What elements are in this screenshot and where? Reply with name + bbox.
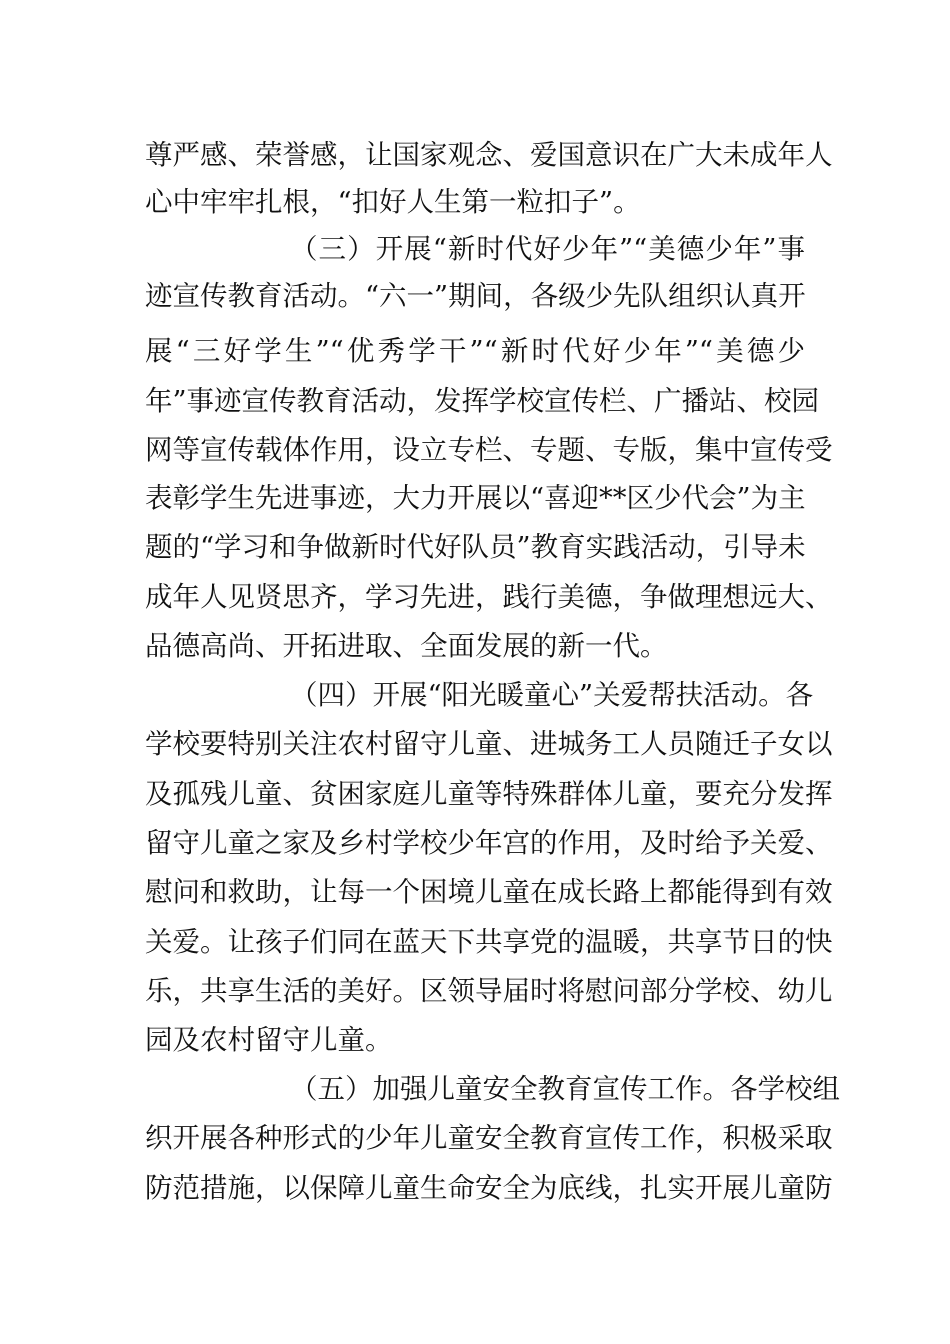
text-line: 乐，共享生活的美好。区领导届时将慰问部分学校、幼儿 [145, 975, 833, 1007]
text-line: 防范措施，以保障儿童生命安全为底线，扎实开展儿童防 [145, 1172, 833, 1204]
text-line: 学校要特别关注农村留守儿童、进城务工人员随迁子女以 [145, 728, 833, 760]
text-line: 留守儿童之家及乡村学校少年宫的作用，及时给予关爱、 [145, 827, 833, 859]
text-line: 题的“学习和争做新时代好队员”教育实践活动，引导未 [145, 531, 806, 563]
text-line: 表彰学生先进事迹，大力开展以“喜迎**区少代会”为主 [145, 482, 806, 514]
section-heading-4: （四）开展“阳光暖童心”关爱帮扶活动。各 [290, 679, 814, 711]
text-line: 网等宣传载体作用，设立专栏、专题、专版，集中宣传受 [145, 434, 833, 466]
text-line: 尊严感、荣誉感，让国家观念、爱国意识在广大未成年人 [145, 139, 833, 171]
text-line: 展“三好学生”“优秀学干”“新时代好少年”“美德少 [145, 335, 805, 367]
section-heading-3: （三）开展“新时代好少年”“美德少年”事 [290, 233, 805, 265]
text-line: 迹宣传教育活动。“六一”期间，各级少先队组织认真开 [145, 280, 806, 312]
text-line: 品德高尚、开拓进取、全面发展的新一代。 [145, 630, 668, 662]
text-line: 织开展各种形式的少年儿童安全教育宣传工作，积极采取 [145, 1122, 833, 1154]
text-line: 慰问和救助，让每一个困境儿童在成长路上都能得到有效 [145, 876, 833, 908]
text-line: 关爱。让孩子们同在蓝天下共享党的温暖，共享节日的快 [145, 926, 833, 958]
text-line: 年”事迹宣传教育活动，发挥学校宣传栏、广播站、校园 [145, 385, 820, 417]
text-line: 心中牢牢扎根，“扣好人生第一粒扣子”。 [145, 186, 641, 218]
text-line: 及孤残儿童、贫困家庭儿童等特殊群体儿童，要充分发挥 [145, 778, 833, 810]
section-heading-5: （五）加强儿童安全教育宣传工作。各学校组 [290, 1073, 840, 1105]
text-line: 成年人见贤思齐，学习先进，践行美德，争做理想远大、 [145, 581, 833, 613]
text-line: 园及农村留守儿童。 [145, 1024, 393, 1056]
